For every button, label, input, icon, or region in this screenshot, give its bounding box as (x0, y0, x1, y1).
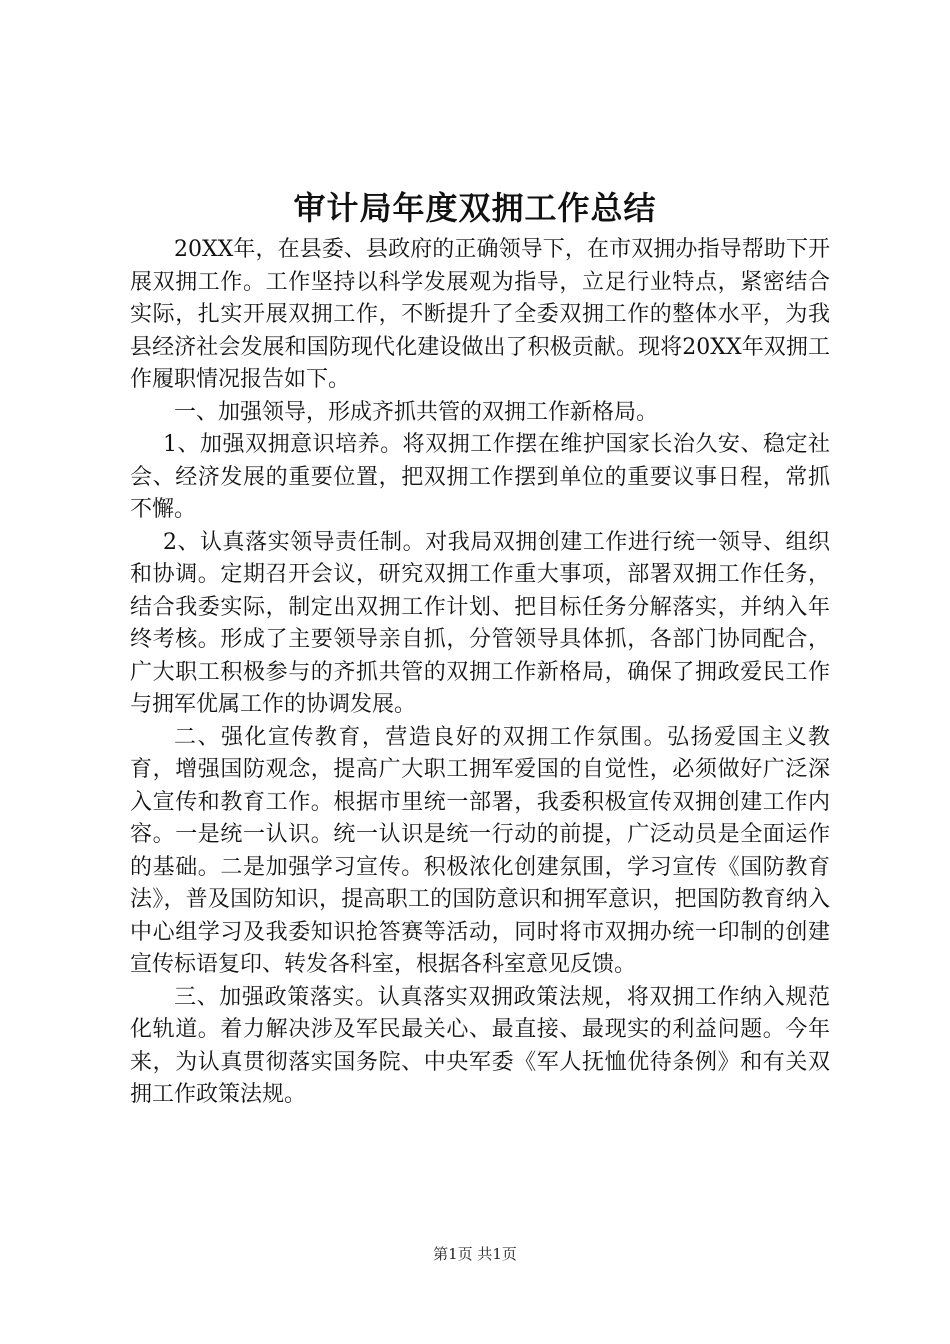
page-footer: 第1页 共1页 (433, 1245, 517, 1263)
paragraph-section-1-heading: 一、加强领导，形成齐抓共管的双拥工作新格局。 (174, 399, 659, 425)
paragraph-section-3: 三、加强政策落实。认真落实双拥政策法规，将双拥工作纳入规范化轨道。着力解决涉及军民最关心、最直接、最现实的利益问题。今年来，为认真贯彻落实国务院、中央军委《军人抚恤优待条例》和有关双拥工作政策法规。 (130, 984, 830, 1107)
document-body (130, 234, 830, 1112)
paragraph-item-2: 2、认真落实领导责任制。对我局双拥创建工作进行统一领导、组织和协调。定期召开会议，研究双拥工作重大事项，部署双拥工作任务，结合我委实际，制定出双拥工作计划、把目标任务分解落实，并纳入年终考核。形成了主要领导亲自抓，分管领导具体抓，各部门协同配合，广大职工积极参与的齐抓共管的双拥工作新格局，确保了拥政爱民工作与拥军优属工作的协调发展。 (130, 529, 830, 717)
paragraph-item-1: 1、加强双拥意识培养。将双拥工作摆在维护国家长治久安、稳定社会、经济发展的重要位置，把双拥工作摆到单位的重要议事日程，常抓不懈。 (130, 432, 830, 522)
paragraph-section-2: 二、强化宣传教育，营造良好的双拥工作氛围。弘扬爱国主义教育，增强国防观念，提高广大职工拥军爱国的自觉性，必须做好广泛深入宣传和教育工作。根据市里统一部署，我委积极宣传双拥创建工作内容。一是统一认识。统一认识是统一行动的前提，广泛动员是全面运作的基础。二是加强学习宣传。积极浓化创建氛围，学习宣传《国防教育法》，普及国防知识，提高职工的国防意识和拥军意识，把国防教育纳入中心组学习及我委知识抢答赛等活动，同时将市双拥办统一印制的创建宣传标语复印、转发各科室，根据各科室意见反馈。 (130, 724, 830, 977)
document-title: 审计局年度双拥工作总结 (293, 189, 657, 227)
paragraph-intro: 20XX年，在县委、县政府的正确领导下，在市双拥办指导帮助下开展双拥工作。工作坚持以科学发展观为指导，立足行业特点，紧密结合实际，扎实开展双拥工作，不断提升了全委双拥工作的整体水平，为我县经济社会发展和国防现代化建设做出了积极贡献。现将20XX年双拥工作履职情况报告如下。 (130, 237, 830, 392)
